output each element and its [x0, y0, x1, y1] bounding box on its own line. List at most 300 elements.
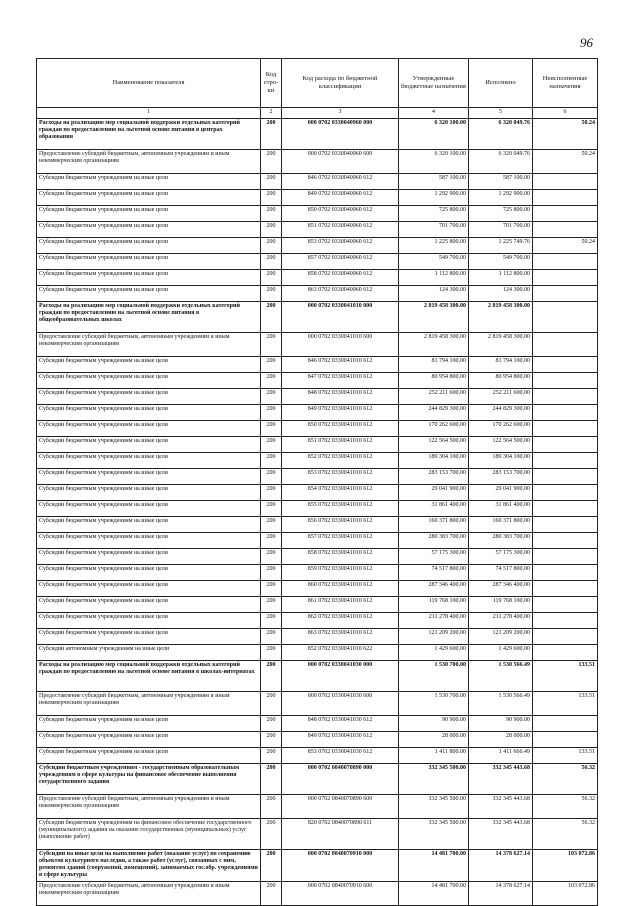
approved-amount-cell: 81 794 100.00	[399, 357, 469, 373]
unexecuted-amount-cell: 103 072.86	[533, 850, 598, 882]
line-code-cell: 200	[261, 405, 282, 421]
indicator-name-cell: Субсидии на иные цели на выполнение работ (оказание услуг) по сохранению объектов культурного наследия, а также работ (услуг), связанных с ним, ремонтом зданий (сооружений, помещений), занимаемых гос.обр. учреждениями в сфере культуры	[37, 850, 261, 882]
approved-amount-cell: 189 304 100.00	[399, 453, 469, 469]
approved-amount-cell: 14 481 700.00	[399, 850, 469, 882]
executed-amount-cell: 725 800.00	[469, 206, 533, 222]
approved-amount-cell: 332 345 500.00	[399, 819, 469, 850]
executed-amount-cell: 170 262 600.00	[469, 421, 533, 437]
approved-amount-cell: 549 700.00	[399, 254, 469, 270]
executed-amount-cell: 28 000.00	[469, 732, 533, 748]
unexecuted-amount-cell	[533, 533, 598, 549]
unexecuted-amount-cell	[533, 517, 598, 533]
budget-code-cell: 853 0702 0330041010 612	[282, 469, 399, 485]
table-row	[37, 629, 598, 645]
table-row	[37, 882, 598, 906]
unexecuted-amount-cell	[533, 501, 598, 517]
approved-amount-cell: 332 345 500.00	[399, 795, 469, 819]
header-budget-code: Код расхода по бюджетной классификации	[282, 59, 399, 108]
executed-amount-cell: 211 278 400.00	[469, 613, 533, 629]
unexecuted-amount-cell: 50.24	[533, 119, 598, 150]
line-code-cell: 200	[261, 119, 282, 150]
table-row	[37, 517, 598, 533]
budget-code-cell: 000 0702 0840070910 600	[282, 882, 399, 906]
line-code-cell: 200	[261, 581, 282, 597]
table-row	[37, 238, 598, 254]
budget-code-cell: 860 0702 0330041010 612	[282, 581, 399, 597]
executed-amount-cell: 2 819 458 300.00	[469, 333, 533, 357]
unexecuted-amount-cell: 103 072.86	[533, 882, 598, 906]
budget-code-cell: 000 0702 0840070910 000	[282, 850, 399, 882]
table-row	[37, 795, 598, 819]
unexecuted-amount-cell	[533, 190, 598, 206]
line-code-cell: 200	[261, 190, 282, 206]
budget-code-cell: 857 0702 0330040960 612	[282, 254, 399, 270]
indicator-name-cell: Субсидии бюджетным учреждениям на иные цели	[37, 485, 261, 501]
line-code-cell: 200	[261, 661, 282, 692]
page-number: 96	[580, 35, 593, 50]
budget-code-cell: 851 0702 0330041010 612	[282, 437, 399, 453]
unexecuted-amount-cell	[533, 405, 598, 421]
unexecuted-amount-cell: 50.24	[533, 238, 598, 254]
executed-amount-cell: 122 564 500.00	[469, 437, 533, 453]
column-number: 4	[399, 108, 469, 119]
table-row	[37, 764, 598, 795]
column-number-row	[37, 108, 598, 119]
indicator-name-cell: Субсидии бюджетным учреждениям на финансовое обеспечение государственного (муниципального) задания на оказание государственных (муниципальных) услуг (выполнение работ)	[37, 819, 261, 850]
table-row	[37, 692, 598, 716]
approved-amount-cell: 6 320 100.00	[399, 119, 469, 150]
unexecuted-amount-cell: 50.24	[533, 150, 598, 174]
indicator-name-cell: Субсидии бюджетным учреждениям на иные цели	[37, 405, 261, 421]
unexecuted-amount-cell: 56.32	[533, 819, 598, 850]
executed-amount-cell: 549 700.00	[469, 254, 533, 270]
indicator-name-cell: Субсидии бюджетным учреждениям на иные цели	[37, 238, 261, 254]
report-table	[36, 58, 598, 906]
table-row	[37, 389, 598, 405]
indicator-name-cell: Расходы на реализацию мер социальной поддержки отдельных категорий граждан по предоставлению на льготной основе питания в школах-интернатах	[37, 661, 261, 692]
approved-amount-cell: 160 371 800.00	[399, 517, 469, 533]
line-code-cell: 200	[261, 389, 282, 405]
executed-amount-cell: 90 900.00	[469, 716, 533, 732]
table-row	[37, 549, 598, 565]
table-row	[37, 174, 598, 190]
budget-code-cell: 846 0702 0330041010 612	[282, 357, 399, 373]
indicator-name-cell: Субсидии бюджетным учреждениям на иные цели	[37, 270, 261, 286]
budget-code-cell: 000 0702 0330041030 600	[282, 692, 399, 716]
header-unexecuted: Неисполненные назначения	[533, 59, 598, 108]
budget-code-cell: 862 0702 0330041010 612	[282, 613, 399, 629]
table-row	[37, 716, 598, 732]
line-code-cell: 200	[261, 373, 282, 389]
column-number: 6	[533, 108, 598, 119]
budget-code-cell: 000 0702 0330041030 000	[282, 661, 399, 692]
budget-code-cell: 846 0702 0330040960 612	[282, 174, 399, 190]
budget-code-cell: 000 0702 0330041010 600	[282, 333, 399, 357]
table-row	[37, 222, 598, 238]
unexecuted-amount-cell	[533, 174, 598, 190]
executed-amount-cell: 6 320 049.76	[469, 119, 533, 150]
executed-amount-cell: 189 304 100.00	[469, 453, 533, 469]
unexecuted-amount-cell	[533, 206, 598, 222]
table-row	[37, 501, 598, 517]
unexecuted-amount-cell	[533, 270, 598, 286]
unexecuted-amount-cell	[533, 549, 598, 565]
approved-amount-cell: 1 292 900.00	[399, 190, 469, 206]
table-row	[37, 469, 598, 485]
indicator-name-cell: Предоставление субсидий бюджетным, автономным учреждениям и иным некоммерческим организациям	[37, 150, 261, 174]
line-code-cell: 200	[261, 819, 282, 850]
approved-amount-cell: 6 320 100.00	[399, 150, 469, 174]
unexecuted-amount-cell: 133.51	[533, 661, 598, 692]
line-code-cell: 200	[261, 485, 282, 501]
approved-amount-cell: 28 000.00	[399, 732, 469, 748]
line-code-cell: 200	[261, 716, 282, 732]
executed-amount-cell: 244 829 300.00	[469, 405, 533, 421]
line-code-cell: 200	[261, 437, 282, 453]
line-code-cell: 200	[261, 565, 282, 581]
line-code-cell: 200	[261, 732, 282, 748]
unexecuted-amount-cell: 133.51	[533, 692, 598, 716]
executed-amount-cell: 332 345 443.68	[469, 795, 533, 819]
budget-code-cell: 847 0702 0330041010 612	[282, 373, 399, 389]
line-code-cell: 200	[261, 645, 282, 661]
budget-code-cell: 861 0702 0330041010 612	[282, 597, 399, 613]
budget-code-cell: 863 0702 0330041010 612	[282, 629, 399, 645]
table-row	[37, 206, 598, 222]
indicator-name-cell: Субсидии бюджетным учреждениям на иные цели	[37, 565, 261, 581]
budget-code-cell: 852 0702 0330041010 622	[282, 645, 399, 661]
indicator-name-cell: Субсидии бюджетным учреждениям на иные цели	[37, 732, 261, 748]
unexecuted-amount-cell: 56.32	[533, 764, 598, 795]
indicator-name-cell: Субсидии бюджетным учреждениям на иные цели	[37, 453, 261, 469]
indicator-name-cell: Субсидии бюджетным учреждениям на иные цели	[37, 501, 261, 517]
approved-amount-cell: 57 175 300.00	[399, 549, 469, 565]
executed-amount-cell: 6 320 049.76	[469, 150, 533, 174]
indicator-name-cell: Субсидии бюджетным учреждениям на иные цели	[37, 469, 261, 485]
executed-amount-cell: 81 794 100.00	[469, 357, 533, 373]
budget-code-cell: 853 0702 0330040960 612	[282, 238, 399, 254]
budget-code-cell: 000 0702 0330041010 000	[282, 302, 399, 333]
line-code-cell: 200	[261, 613, 282, 629]
table-header-row	[37, 59, 598, 108]
approved-amount-cell: 725 800.00	[399, 206, 469, 222]
line-code-cell: 200	[261, 453, 282, 469]
indicator-name-cell: Субсидии бюджетным учреждениям на иные цели	[37, 629, 261, 645]
executed-amount-cell: 332 345 443.68	[469, 764, 533, 795]
line-code-cell: 200	[261, 302, 282, 333]
budget-code-cell: 848 0702 0330041030 612	[282, 716, 399, 732]
table-row	[37, 190, 598, 206]
approved-amount-cell: 1 112 800.00	[399, 270, 469, 286]
budget-code-cell: 852 0702 0330041010 612	[282, 453, 399, 469]
unexecuted-amount-cell	[533, 302, 598, 333]
table-row	[37, 661, 598, 692]
executed-amount-cell: 74 517 800.00	[469, 565, 533, 581]
unexecuted-amount-cell	[533, 732, 598, 748]
executed-amount-cell: 2 819 458 300.00	[469, 302, 533, 333]
executed-amount-cell: 1 112 800.00	[469, 270, 533, 286]
table-row	[37, 597, 598, 613]
indicator-name-cell: Субсидии бюджетным учреждениям на иные цели	[37, 437, 261, 453]
line-code-cell: 200	[261, 174, 282, 190]
unexecuted-amount-cell	[533, 613, 598, 629]
approved-amount-cell: 170 262 600.00	[399, 421, 469, 437]
indicator-name-cell: Субсидии бюджетным учреждениям на иные цели	[37, 357, 261, 373]
table-body	[37, 119, 598, 906]
indicator-name-cell: Предоставление субсидий бюджетным, автономным учреждениям и иным некоммерческим организациям	[37, 795, 261, 819]
approved-amount-cell: 74 517 800.00	[399, 565, 469, 581]
indicator-name-cell: Субсидии бюджетным учреждениям на иные цели	[37, 581, 261, 597]
executed-amount-cell: 80 954 800.00	[469, 373, 533, 389]
line-code-cell: 200	[261, 469, 282, 485]
table-row	[37, 373, 598, 389]
indicator-name-cell: Субсидии бюджетным учреждениям на иные цели	[37, 421, 261, 437]
approved-amount-cell: 124 300.00	[399, 286, 469, 302]
table-row	[37, 485, 598, 501]
executed-amount-cell: 1 429 600.00	[469, 645, 533, 661]
line-code-cell: 200	[261, 748, 282, 764]
executed-amount-cell: 252 211 600.00	[469, 389, 533, 405]
indicator-name-cell: Субсидии бюджетным учреждениям на иные цели	[37, 597, 261, 613]
approved-amount-cell: 119 768 100.00	[399, 597, 469, 613]
budget-code-cell: 853 0702 0330041030 612	[282, 748, 399, 764]
unexecuted-amount-cell	[533, 597, 598, 613]
executed-amount-cell: 332 345 443.68	[469, 819, 533, 850]
executed-amount-cell: 124 300.00	[469, 286, 533, 302]
executed-amount-cell: 1 411 666.49	[469, 748, 533, 764]
approved-amount-cell: 280 383 700.00	[399, 533, 469, 549]
approved-amount-cell: 90 900.00	[399, 716, 469, 732]
line-code-cell: 200	[261, 254, 282, 270]
column-number: 2	[261, 108, 282, 119]
line-code-cell: 200	[261, 286, 282, 302]
budget-code-cell: 000 0702 0330040960 000	[282, 119, 399, 150]
indicator-name-cell: Субсидии бюджетным учреждениям на иные цели	[37, 373, 261, 389]
budget-code-cell: 849 0702 0330040960 612	[282, 190, 399, 206]
executed-amount-cell: 1 530 566.49	[469, 661, 533, 692]
unexecuted-amount-cell	[533, 581, 598, 597]
approved-amount-cell: 31 861 400.00	[399, 501, 469, 517]
table-row	[37, 613, 598, 629]
table-row	[37, 286, 598, 302]
table-row	[37, 645, 598, 661]
approved-amount-cell: 1 411 800.00	[399, 748, 469, 764]
budget-code-cell: 850 0702 0330040960 612	[282, 206, 399, 222]
line-code-cell: 200	[261, 150, 282, 174]
unexecuted-amount-cell	[533, 469, 598, 485]
executed-amount-cell: 701 700.00	[469, 222, 533, 238]
approved-amount-cell: 14 481 700.00	[399, 882, 469, 906]
unexecuted-amount-cell	[533, 333, 598, 357]
unexecuted-amount-cell	[533, 222, 598, 238]
table-row	[37, 421, 598, 437]
budget-code-cell: 857 0702 0330041010 612	[282, 533, 399, 549]
executed-amount-cell: 29 041 900.00	[469, 485, 533, 501]
unexecuted-amount-cell	[533, 421, 598, 437]
header-indicator-name: Наименование показателя	[37, 59, 261, 108]
approved-amount-cell: 29 041 900.00	[399, 485, 469, 501]
approved-amount-cell: 244 829 300.00	[399, 405, 469, 421]
line-code-cell: 200	[261, 222, 282, 238]
line-code-cell: 200	[261, 270, 282, 286]
budget-code-cell: 854 0702 0330041010 612	[282, 485, 399, 501]
indicator-name-cell: Предоставление субсидий бюджетным, автономным учреждениям и иным некоммерческим организациям	[37, 333, 261, 357]
approved-amount-cell: 1 429 600.00	[399, 645, 469, 661]
approved-amount-cell: 1 530 700.00	[399, 692, 469, 716]
budget-code-cell: 000 0702 0840070890 600	[282, 795, 399, 819]
executed-amount-cell: 14 378 627.14	[469, 882, 533, 906]
indicator-name-cell: Субсидии бюджетным учреждениям на иные цели	[37, 206, 261, 222]
executed-amount-cell: 1 225 749.76	[469, 238, 533, 254]
budget-code-cell: 851 0702 0330040960 612	[282, 222, 399, 238]
budget-code-cell: 858 0702 0330041010 612	[282, 549, 399, 565]
indicator-name-cell: Субсидии бюджетным учреждениям на иные цели	[37, 613, 261, 629]
unexecuted-amount-cell	[533, 453, 598, 469]
table-row	[37, 565, 598, 581]
table-row	[37, 453, 598, 469]
line-code-cell: 200	[261, 597, 282, 613]
indicator-name-cell: Субсидии бюджетным учреждениям на иные цели	[37, 254, 261, 270]
table-row	[37, 270, 598, 286]
line-code-cell: 200	[261, 533, 282, 549]
indicator-name-cell: Субсидии бюджетным учреждениям на иные цели	[37, 549, 261, 565]
line-code-cell: 200	[261, 882, 282, 906]
table-row	[37, 437, 598, 453]
indicator-name-cell: Субсидии бюджетным учреждениям на иные цели	[37, 716, 261, 732]
indicator-name-cell: Субсидии бюджетным учреждениям на иные цели	[37, 517, 261, 533]
indicator-name-cell: Расходы на реализацию мер социальной поддержки отдельных категорий граждан по предоставлению на льготной основе питания в центрах образования	[37, 119, 261, 150]
unexecuted-amount-cell	[533, 629, 598, 645]
line-code-cell: 200	[261, 421, 282, 437]
approved-amount-cell: 701 700.00	[399, 222, 469, 238]
indicator-name-cell: Субсидии бюджетным учреждениям на иные цели	[37, 389, 261, 405]
approved-amount-cell: 587 100.00	[399, 174, 469, 190]
executed-amount-cell: 121 209 200.00	[469, 629, 533, 645]
unexecuted-amount-cell	[533, 565, 598, 581]
indicator-name-cell: Расходы на реализацию мер социальной поддержки отдельных категорий граждан по предоставлению на льготной основе питания в общеобразовательных школах	[37, 302, 261, 333]
indicator-name-cell: Субсидии бюджетным учреждениям на иные цели	[37, 174, 261, 190]
approved-amount-cell: 2 819 458 300.00	[399, 302, 469, 333]
budget-code-cell: 820 0702 0840070890 611	[282, 819, 399, 850]
executed-amount-cell: 31 861 400.00	[469, 501, 533, 517]
unexecuted-amount-cell	[533, 485, 598, 501]
executed-amount-cell: 119 768 100.00	[469, 597, 533, 613]
approved-amount-cell: 1 225 800.00	[399, 238, 469, 254]
indicator-name-cell: Субсидии автономным учреждениям на иные цели	[37, 645, 261, 661]
line-code-cell: 200	[261, 629, 282, 645]
approved-amount-cell: 2 819 458 300.00	[399, 333, 469, 357]
budget-code-cell: 000 0702 0330040960 600	[282, 150, 399, 174]
executed-amount-cell: 160 371 800.00	[469, 517, 533, 533]
column-number: 1	[37, 108, 261, 119]
indicator-name-cell: Субсидии бюджетным учреждениям - государственным образовательным учреждениям в сфере культуры на финансовое обеспечение выполнения государственного задания	[37, 764, 261, 795]
budget-code-cell: 859 0702 0330041010 612	[282, 565, 399, 581]
line-code-cell: 200	[261, 850, 282, 882]
indicator-name-cell: Предоставление субсидий бюджетным, автономным учреждениям и иным некоммерческим организациям	[37, 692, 261, 716]
unexecuted-amount-cell	[533, 286, 598, 302]
executed-amount-cell: 1 292 900.00	[469, 190, 533, 206]
table-row	[37, 581, 598, 597]
table-row	[37, 533, 598, 549]
budget-code-cell: 000 0702 0840070890 000	[282, 764, 399, 795]
line-code-cell: 200	[261, 238, 282, 254]
table-row	[37, 333, 598, 357]
indicator-name-cell: Субсидии бюджетным учреждениям на иные цели	[37, 748, 261, 764]
indicator-name-cell: Субсидии бюджетным учреждениям на иные цели	[37, 190, 261, 206]
table-row	[37, 819, 598, 850]
table-row	[37, 405, 598, 421]
approved-amount-cell: 211 278 400.00	[399, 613, 469, 629]
header-approved: Утвержденные бюджетные назначения	[399, 59, 469, 108]
approved-amount-cell: 287 346 400.00	[399, 581, 469, 597]
approved-amount-cell: 252 211 600.00	[399, 389, 469, 405]
budget-code-cell: 849 0702 0330041030 612	[282, 732, 399, 748]
budget-code-cell: 856 0702 0330041010 612	[282, 517, 399, 533]
line-code-cell: 200	[261, 764, 282, 795]
line-code-cell: 200	[261, 333, 282, 357]
column-number: 5	[469, 108, 533, 119]
line-code-cell: 200	[261, 357, 282, 373]
table-row	[37, 357, 598, 373]
budget-code-cell: 855 0702 0330041010 612	[282, 501, 399, 517]
approved-amount-cell: 80 954 800.00	[399, 373, 469, 389]
header-executed: Исполнено	[469, 59, 533, 108]
unexecuted-amount-cell	[533, 645, 598, 661]
executed-amount-cell: 1 530 566.49	[469, 692, 533, 716]
executed-amount-cell: 283 153 700.00	[469, 469, 533, 485]
indicator-name-cell: Субсидии бюджетным учреждениям на иные цели	[37, 222, 261, 238]
approved-amount-cell: 332 345 500.00	[399, 764, 469, 795]
budget-code-cell: 849 0702 0330041010 612	[282, 405, 399, 421]
table-row	[37, 850, 598, 882]
budget-code-cell: 858 0702 0330040960 612	[282, 270, 399, 286]
table-row	[37, 150, 598, 174]
unexecuted-amount-cell	[533, 373, 598, 389]
approved-amount-cell: 283 153 700.00	[399, 469, 469, 485]
line-code-cell: 200	[261, 206, 282, 222]
column-number: 3	[282, 108, 399, 119]
budget-code-cell: 848 0702 0330041010 612	[282, 389, 399, 405]
executed-amount-cell: 587 100.00	[469, 174, 533, 190]
line-code-cell: 200	[261, 517, 282, 533]
approved-amount-cell: 1 530 700.00	[399, 661, 469, 692]
executed-amount-cell: 57 175 300.00	[469, 549, 533, 565]
budget-code-cell: 863 0702 0330040960 612	[282, 286, 399, 302]
executed-amount-cell: 14 378 627.14	[469, 850, 533, 882]
indicator-name-cell: Субсидии бюджетным учреждениям на иные цели	[37, 286, 261, 302]
approved-amount-cell: 122 564 500.00	[399, 437, 469, 453]
executed-amount-cell: 280 383 700.00	[469, 533, 533, 549]
table-row	[37, 748, 598, 764]
line-code-cell: 200	[261, 795, 282, 819]
unexecuted-amount-cell	[533, 716, 598, 732]
line-code-cell: 200	[261, 501, 282, 517]
table-row	[37, 732, 598, 748]
table-row	[37, 302, 598, 333]
budget-code-cell: 850 0702 0330041010 612	[282, 421, 399, 437]
table-row	[37, 254, 598, 270]
line-code-cell: 200	[261, 692, 282, 716]
header-line-code: Код стро-ки	[261, 59, 282, 108]
unexecuted-amount-cell	[533, 437, 598, 453]
approved-amount-cell: 121 209 200.00	[399, 629, 469, 645]
unexecuted-amount-cell	[533, 254, 598, 270]
unexecuted-amount-cell: 56.32	[533, 795, 598, 819]
unexecuted-amount-cell	[533, 357, 598, 373]
executed-amount-cell: 287 346 400.00	[469, 581, 533, 597]
line-code-cell: 200	[261, 549, 282, 565]
indicator-name-cell: Субсидии бюджетным учреждениям на иные цели	[37, 533, 261, 549]
